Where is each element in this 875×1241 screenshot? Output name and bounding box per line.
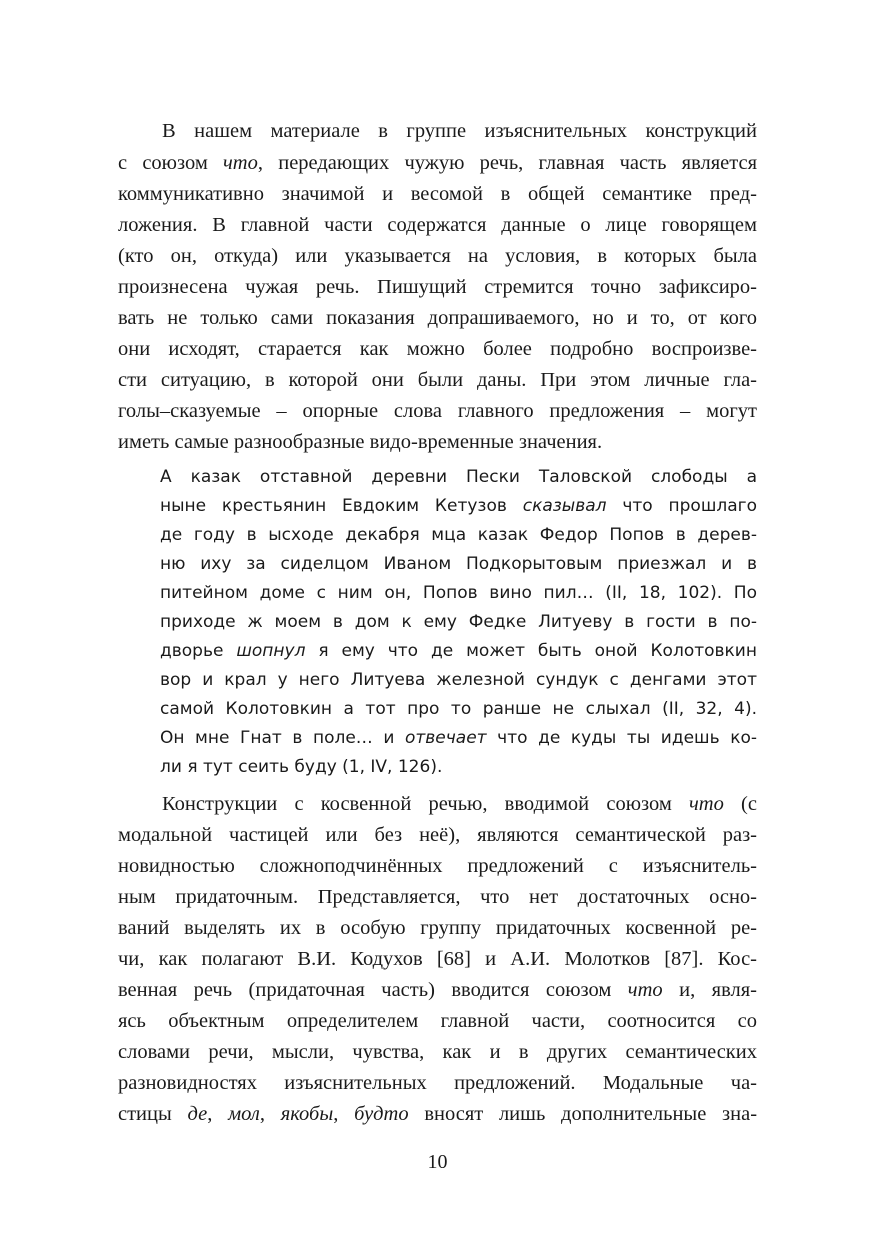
italic-term: что: [627, 979, 663, 1001]
italic-term: сказывал: [522, 496, 607, 516]
italic-term: якобы: [280, 1103, 334, 1125]
text-line: В нашем материале в группе изъяснительных конструкций: [162, 120, 757, 142]
text-line: они исходят, старается как можно более подробно воспроизве-: [118, 338, 757, 360]
quote-line: А казак отставной деревни Пески Таловской слободы а: [160, 467, 757, 487]
text-line: голы–сказуемые – опорные слова главного предложения – могут: [118, 400, 757, 422]
text-line: коммуникативно значимой и весомой в общей семантике пред-: [118, 183, 757, 205]
quote-line: ню иху за сиделцом Иваном Подкорытовым приезжал и в: [160, 554, 757, 574]
italic-term: отвечает: [404, 728, 487, 748]
text-line: сти ситуацию, в которой они были даны. При этом личные гла-: [118, 369, 757, 391]
quote-line: де году в ысходе декабря мца казак Федор Попов в дерев-: [160, 525, 757, 545]
text-line: новидностью сложноподчинённых предложений с изъяснитель-: [118, 855, 757, 877]
text-line: (кто он, откуда) или указывается на условия, в которых была: [118, 245, 757, 267]
italic-term: де: [187, 1103, 208, 1125]
italic-term: что: [223, 152, 258, 174]
text-line: с союзом что, передающих чужую речь, главная часть является: [118, 152, 757, 174]
page-number: 10: [427, 1151, 448, 1173]
quote-line: вор и крал у него Литуева железной сундук с денгами этот: [160, 670, 757, 690]
text-line: вать не только сами показания допрашиваемого, но и то, от кого: [118, 307, 757, 329]
text-line: ным придаточным. Представляется, что нет достаточных осно-: [118, 886, 757, 908]
text-line: венная речь (придаточная часть) вводится союзом что и, явля-: [118, 979, 757, 1001]
quote-line: самой Колотовкин а тот про то ранше не слыхал (II, 32, 4).: [160, 699, 757, 719]
italic-term: что: [689, 793, 724, 815]
text-line: иметь самые разнообразные видо-временные значения.: [118, 431, 603, 453]
text-line: словами речи, мысли, чувства, как и в других семантических: [118, 1041, 757, 1063]
text-line: разновидностях изъяснительных предложений. Модальные ча-: [118, 1072, 757, 1094]
italic-term: шопнул: [236, 641, 306, 661]
text-line: произнесена чужая речь. Пишущий стремится точно зафиксиро-: [118, 276, 757, 298]
text-line: ваний выделять их в особую группу придаточных косвенной ре-: [118, 917, 757, 939]
text-line: модальной частицей или без неё), являются семантической раз-: [118, 824, 757, 846]
italic-term: мол: [228, 1103, 260, 1125]
text-line: Конструкции с косвенной речью, вводимой союзом что (с: [162, 793, 757, 815]
italic-term: будто: [354, 1103, 409, 1125]
text-line: ясь объектным определителем главной части, соотносится со: [118, 1010, 757, 1032]
quote-line: ли я тут сеить буду (1, IV, 126).: [160, 757, 443, 777]
quote-line: приходе ж моем в дом к ему Федке Литуеву в гости в по-: [160, 612, 757, 632]
quote-line: ныне крестьянин Евдоким Кетузов сказывал что прошлаго: [160, 496, 757, 516]
text-line: чи, как полагают В.И. Кодухов [68] и А.И. Молотков [87]. Кос-: [118, 948, 757, 970]
quote-line: Он мне Гнат в поле… и отвечает что де куды ты идешь ко-: [160, 728, 757, 748]
quote-line: питейном доме с ним он, Попов вино пил… (II, 18, 102). По: [160, 583, 757, 603]
quote-line: дворье шопнул я ему что де может быть оной Колотовкин: [160, 641, 757, 661]
text-line: ложения. В главной части содержатся данные о лице говорящем: [118, 214, 757, 236]
text-line: стицы де, мол, якобы, будто вносят лишь дополнительные зна-: [118, 1103, 758, 1125]
